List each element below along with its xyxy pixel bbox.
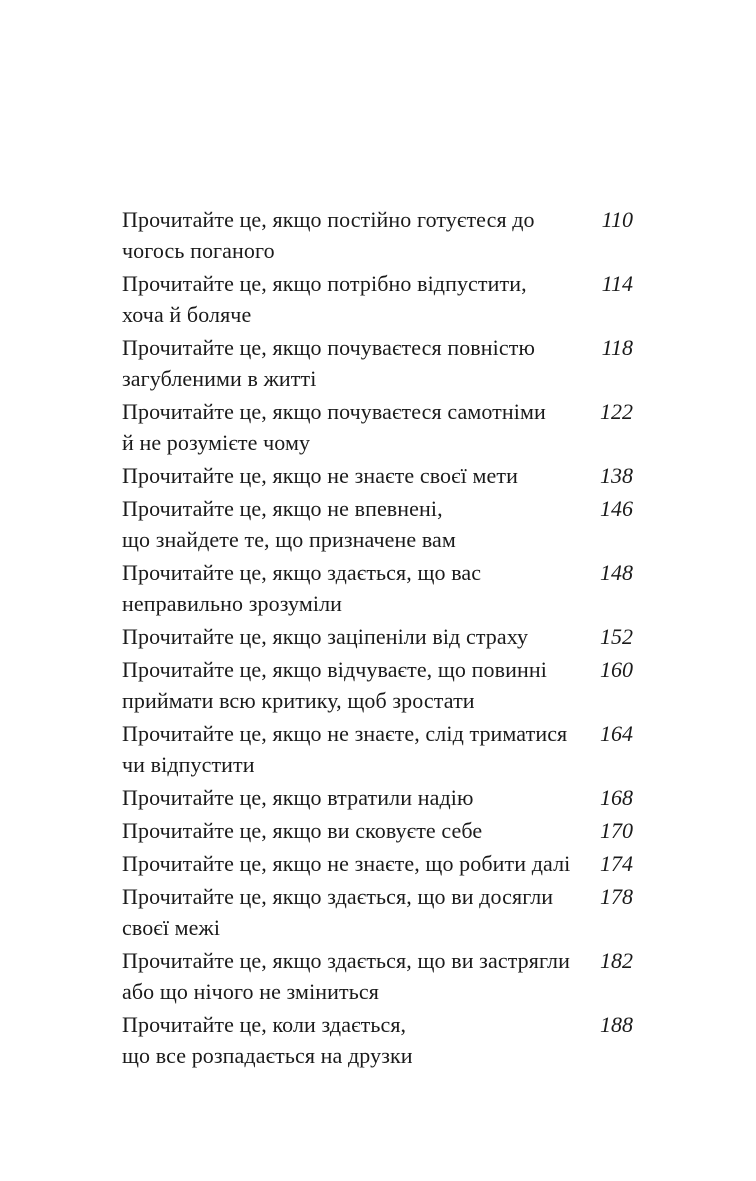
toc-entry-wrap-line: чогось поганого	[122, 238, 275, 263]
toc-entry-title-line: Прочитайте це, якщо здається, що вас	[122, 560, 482, 585]
toc-entry-page-number: 138	[600, 463, 633, 488]
toc-entry-title-line: Прочитайте це, якщо не знаєте своєї мети	[122, 463, 518, 488]
toc-entry	[122, 881, 633, 943]
toc-entry-page-number: 174	[600, 851, 633, 876]
toc-entry-page-number: 152	[600, 624, 633, 649]
toc-entry-title-line: Прочитайте це, якщо здається, що ви застрягли	[122, 948, 570, 973]
toc-entry-page-number: 160	[600, 657, 633, 682]
toc-entry	[122, 493, 633, 555]
toc-entry-wrap-line: що все розпадається на друзки	[122, 1043, 413, 1068]
toc-entry-title-line: Прочитайте це, якщо втратили надію	[122, 785, 474, 810]
toc-entry	[122, 621, 633, 652]
toc-entry-title-line: Прочитайте це, якщо почуваєтеся самотніми	[122, 399, 546, 424]
toc-entry-title-line: Прочитайте це, якщо заціпеніли від страху	[122, 624, 529, 649]
toc-entry-page-number: 188	[600, 1012, 633, 1037]
toc-entry-page-number: 168	[600, 785, 633, 810]
toc-entry	[122, 815, 633, 846]
toc-entry	[122, 204, 633, 266]
toc-entry-wrap-line: й не розумієте чому	[122, 430, 311, 455]
toc-entry-page-number: 182	[600, 948, 633, 973]
toc-entry-page-number: 164	[600, 721, 633, 746]
toc-entry-wrap-line: або що нічого не зміниться	[122, 979, 379, 1004]
toc-entry-page-number: 110	[601, 207, 633, 232]
toc-entry	[122, 718, 633, 780]
toc-entry-wrap-line: що знайдете те, що призначене вам	[122, 527, 456, 552]
toc-entry-title-line: Прочитайте це, коли здається,	[122, 1012, 407, 1037]
toc-entry-page-number: 178	[600, 884, 633, 909]
toc-entry-wrap-line: чи відпустити	[122, 752, 255, 777]
toc-entry-title-line: Прочитайте це, якщо здається, що ви досягли	[122, 884, 554, 909]
toc-entry	[122, 332, 633, 394]
toc-entry	[122, 848, 633, 879]
toc-entry-wrap-line: приймати всю критику, щоб зростати	[122, 688, 475, 713]
toc-entry	[122, 654, 633, 716]
toc-entry-wrap-line: хоча й боляче	[122, 302, 252, 327]
toc-entry-title-line: Прочитайте це, якщо постійно готуєтеся до	[122, 207, 535, 232]
toc-entry-page-number: 146	[600, 496, 633, 521]
toc-entry	[122, 268, 633, 330]
toc-entry-page-number: 170	[600, 818, 633, 843]
toc-entry-title-line: Прочитайте це, якщо відчуваєте, що повинні	[122, 657, 547, 682]
toc-entry-title-line: Прочитайте це, якщо почуваєтеся повністю	[122, 335, 535, 360]
toc-entry-title-line: Прочитайте це, якщо не знаєте, слід триматися	[122, 721, 568, 746]
toc-entry	[122, 557, 633, 619]
toc-entry	[122, 396, 633, 458]
toc-entry-wrap-line: неправильно зрозуміли	[122, 591, 343, 616]
toc-entry	[122, 782, 633, 813]
toc-entry	[122, 1009, 633, 1071]
toc-entry-title-line: Прочитайте це, якщо не знаєте, що робити далі	[122, 851, 571, 876]
toc-entry-title-line: Прочитайте це, якщо ви сковуєте себе	[122, 818, 483, 843]
toc-entry-page-number: 118	[601, 335, 633, 360]
toc-entry-page-number: 122	[600, 399, 633, 424]
toc-entry-page-number: 114	[601, 271, 633, 296]
toc-entry-title-line: Прочитайте це, якщо не впевнені,	[122, 496, 443, 521]
toc-entry-page-number: 148	[600, 560, 633, 585]
toc-entry	[122, 460, 633, 491]
toc-entry-wrap-line: своєї межі	[122, 915, 221, 940]
toc-entry-title-line: Прочитайте це, якщо потрібно відпустити,	[122, 271, 527, 296]
toc-entry	[122, 945, 633, 1007]
table-of-contents	[122, 204, 633, 1073]
toc-entry-wrap-line: загубленими в житті	[122, 366, 317, 391]
